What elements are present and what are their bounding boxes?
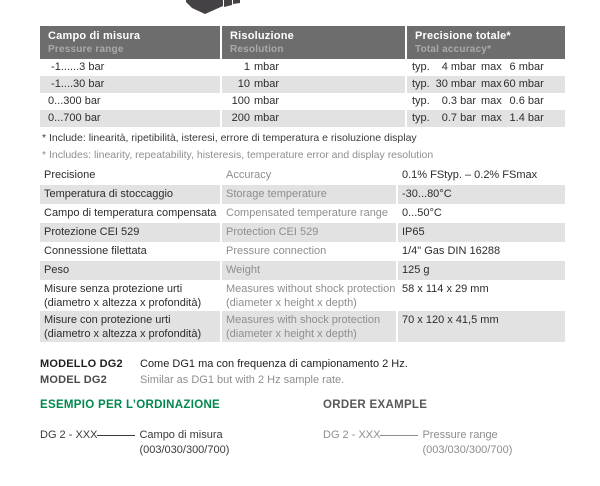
order-connector-line: [97, 435, 135, 436]
specifications-table: [40, 166, 565, 342]
spec-row: [40, 185, 565, 204]
order-desc-it-label: Campo di misura: [139, 429, 223, 441]
resolution-value: 1: [243, 61, 250, 73]
spec-value: 58 x 114 x 29 mm: [402, 283, 489, 295]
header-en-label: Pressure range: [48, 44, 124, 55]
max-value: 60 mbar: [503, 78, 544, 90]
accuracy-cell: [407, 59, 565, 76]
spec-row: [40, 242, 565, 261]
spec-label-en-line1: Measures without shock protection: [226, 283, 396, 295]
typ-value: 4 mbar: [441, 61, 476, 73]
spec-label-it: [40, 280, 220, 311]
header-en-label: Total accuracy*: [415, 44, 492, 55]
table-header-row: [40, 26, 565, 59]
spec-label-en-line2: (diameter x height x depth): [226, 297, 357, 309]
max-label: max: [481, 78, 502, 90]
spec-value: -30...80°C: [398, 185, 565, 204]
spec-label-it: Temperatura di stoccaggio: [40, 185, 220, 204]
spec-label-en-line2: (diameter x height x depth): [226, 328, 357, 340]
resolution-unit: mbar: [254, 78, 280, 90]
typ-value: 30 mbar: [435, 78, 476, 90]
typ-value: 0.3 bar: [441, 95, 476, 107]
typ-label: typ.: [412, 112, 430, 124]
order-desc-en-label: Pressure range: [422, 429, 498, 441]
spec-label-it: Protezione CEI 529: [40, 223, 220, 242]
header-it-label: Campo di misura: [48, 30, 141, 42]
spec-row: [40, 223, 565, 242]
typ-label: typ.: [412, 78, 430, 90]
range-cell: -1......3 bar: [48, 61, 105, 73]
spec-label-it-line2: (diametro x altezza x profondità): [44, 297, 202, 309]
model-note-italian: [40, 356, 408, 372]
range-cell: 0...300 bar: [48, 95, 101, 107]
typ-value: 0.7 bar: [441, 112, 476, 124]
max-label: max: [481, 95, 502, 107]
spec-row: [40, 166, 565, 185]
resolution-value: 10: [237, 78, 250, 90]
spec-label-en: Pressure connection: [226, 245, 327, 257]
max-value: 1.4 bar: [509, 112, 544, 124]
model-text-it: Come DG1 ma con frequenza di campionamento 2 Hz.: [140, 358, 408, 370]
pressure-range-table: [40, 26, 565, 127]
resolution-unit: mbar: [254, 95, 280, 107]
spec-value: 0...50°C: [402, 207, 442, 219]
spec-label-en: Weight: [222, 261, 396, 280]
model-text-en: Similar as DG1 but with 2 Hz sample rate.: [140, 374, 345, 386]
spec-label-en: [222, 280, 396, 311]
model-note-english: [40, 372, 408, 388]
spec-label-it: [40, 311, 220, 342]
spec-value: 0.1% FStyp. – 0.2% FSmax: [402, 169, 538, 181]
spec-label-en-line1: Measures with shock protection: [226, 314, 381, 326]
table-row: [40, 76, 565, 93]
order-code-it: DG 2 - XXX: [40, 429, 98, 441]
order-heading-english: ORDER EXAMPLE: [323, 399, 428, 411]
resolution-cell: [222, 59, 405, 76]
header-it-label: Precisione totale*: [415, 30, 511, 42]
spec-value: 125 g: [398, 261, 565, 280]
table-row: [40, 59, 565, 76]
footnotes: [42, 130, 433, 164]
header-precisione-totale: [407, 26, 565, 59]
resolution-value: 200: [231, 112, 250, 124]
header-it-label: Risoluzione: [230, 30, 294, 42]
order-desc-en-options: (003/030/300/700): [422, 444, 513, 456]
spec-label-en: Accuracy: [226, 169, 272, 181]
spec-label-en: Compensated temperature range: [226, 207, 389, 219]
table-row: [40, 93, 565, 110]
footnote-italian: * Include: linearità, ripetibilità, isteresi, errore di temperatura e risoluzione display: [42, 132, 417, 144]
spec-label-it: Peso: [40, 261, 220, 280]
model-label-en: MODEL DG2: [40, 374, 107, 386]
spec-label-it-line1: Misure con protezione urti: [44, 314, 171, 326]
spec-label-en: Protection CEI 529: [222, 223, 396, 242]
order-example-italian: [40, 428, 229, 458]
spec-value: 1/4" Gas DIN 16288: [402, 245, 501, 257]
typ-label: typ.: [412, 61, 430, 73]
spec-label-it-line2: (diametro x altezza x profondità): [44, 328, 202, 340]
range-cell: 0...700 bar: [40, 110, 220, 127]
max-label: max: [481, 61, 502, 73]
resolution-value: 100: [231, 95, 250, 107]
spec-label-en: Storage temperature: [222, 185, 396, 204]
spec-row: [40, 204, 565, 223]
range-cell: -1....30 bar: [40, 76, 220, 93]
accuracy-cell: [407, 93, 565, 110]
accuracy-cell: [407, 110, 565, 127]
model-note: [40, 356, 408, 388]
max-value: 0.6 bar: [509, 95, 544, 107]
spec-label-it: Campo di temperatura compensata: [44, 207, 217, 219]
footnote-english: * Includes: linearity, repeatability, histeresis, temperature error and display resolution: [42, 149, 434, 161]
table-row: [40, 110, 565, 127]
max-value: 6 mbar: [509, 61, 544, 73]
spec-row: [40, 261, 565, 280]
spec-row: [40, 311, 565, 342]
spec-value: IP65: [398, 223, 565, 242]
spec-label-it: Connessione filettata: [44, 245, 147, 257]
order-desc-it-options: (003/030/300/700): [139, 444, 230, 456]
spec-label-it: Precisione: [44, 169, 96, 181]
resolution-unit: mbar: [254, 61, 280, 73]
resolution-cell: [222, 76, 405, 93]
spec-row: [40, 280, 565, 311]
spec-value: 70 x 120 x 41,5 mm: [398, 311, 565, 342]
order-desc-it: [139, 428, 229, 458]
model-label-it: MODELLO DG2: [40, 358, 123, 370]
resolution-cell: [222, 93, 405, 110]
max-label: max: [481, 112, 502, 124]
order-connector-line: [380, 435, 418, 436]
resolution-unit: mbar: [254, 112, 280, 124]
header-risoluzione: [222, 26, 405, 59]
header-en-label: Resolution: [230, 44, 284, 55]
order-code-en: DG 2 - XXX: [323, 429, 381, 441]
typ-label: typ.: [412, 95, 430, 107]
resolution-cell: [222, 110, 405, 127]
order-desc-en: [422, 428, 512, 458]
spec-label-en: [222, 311, 396, 342]
header-campo-di-misura: [40, 26, 220, 59]
product-photo-fragment-icon: [180, 0, 242, 15]
spec-label-it-line1: Misure senza protezione urti: [44, 283, 183, 295]
accuracy-cell: [407, 76, 565, 93]
order-heading-italian: ESEMPIO PER L’ORDINAZIONE: [40, 399, 221, 411]
order-example-english: [323, 428, 512, 458]
